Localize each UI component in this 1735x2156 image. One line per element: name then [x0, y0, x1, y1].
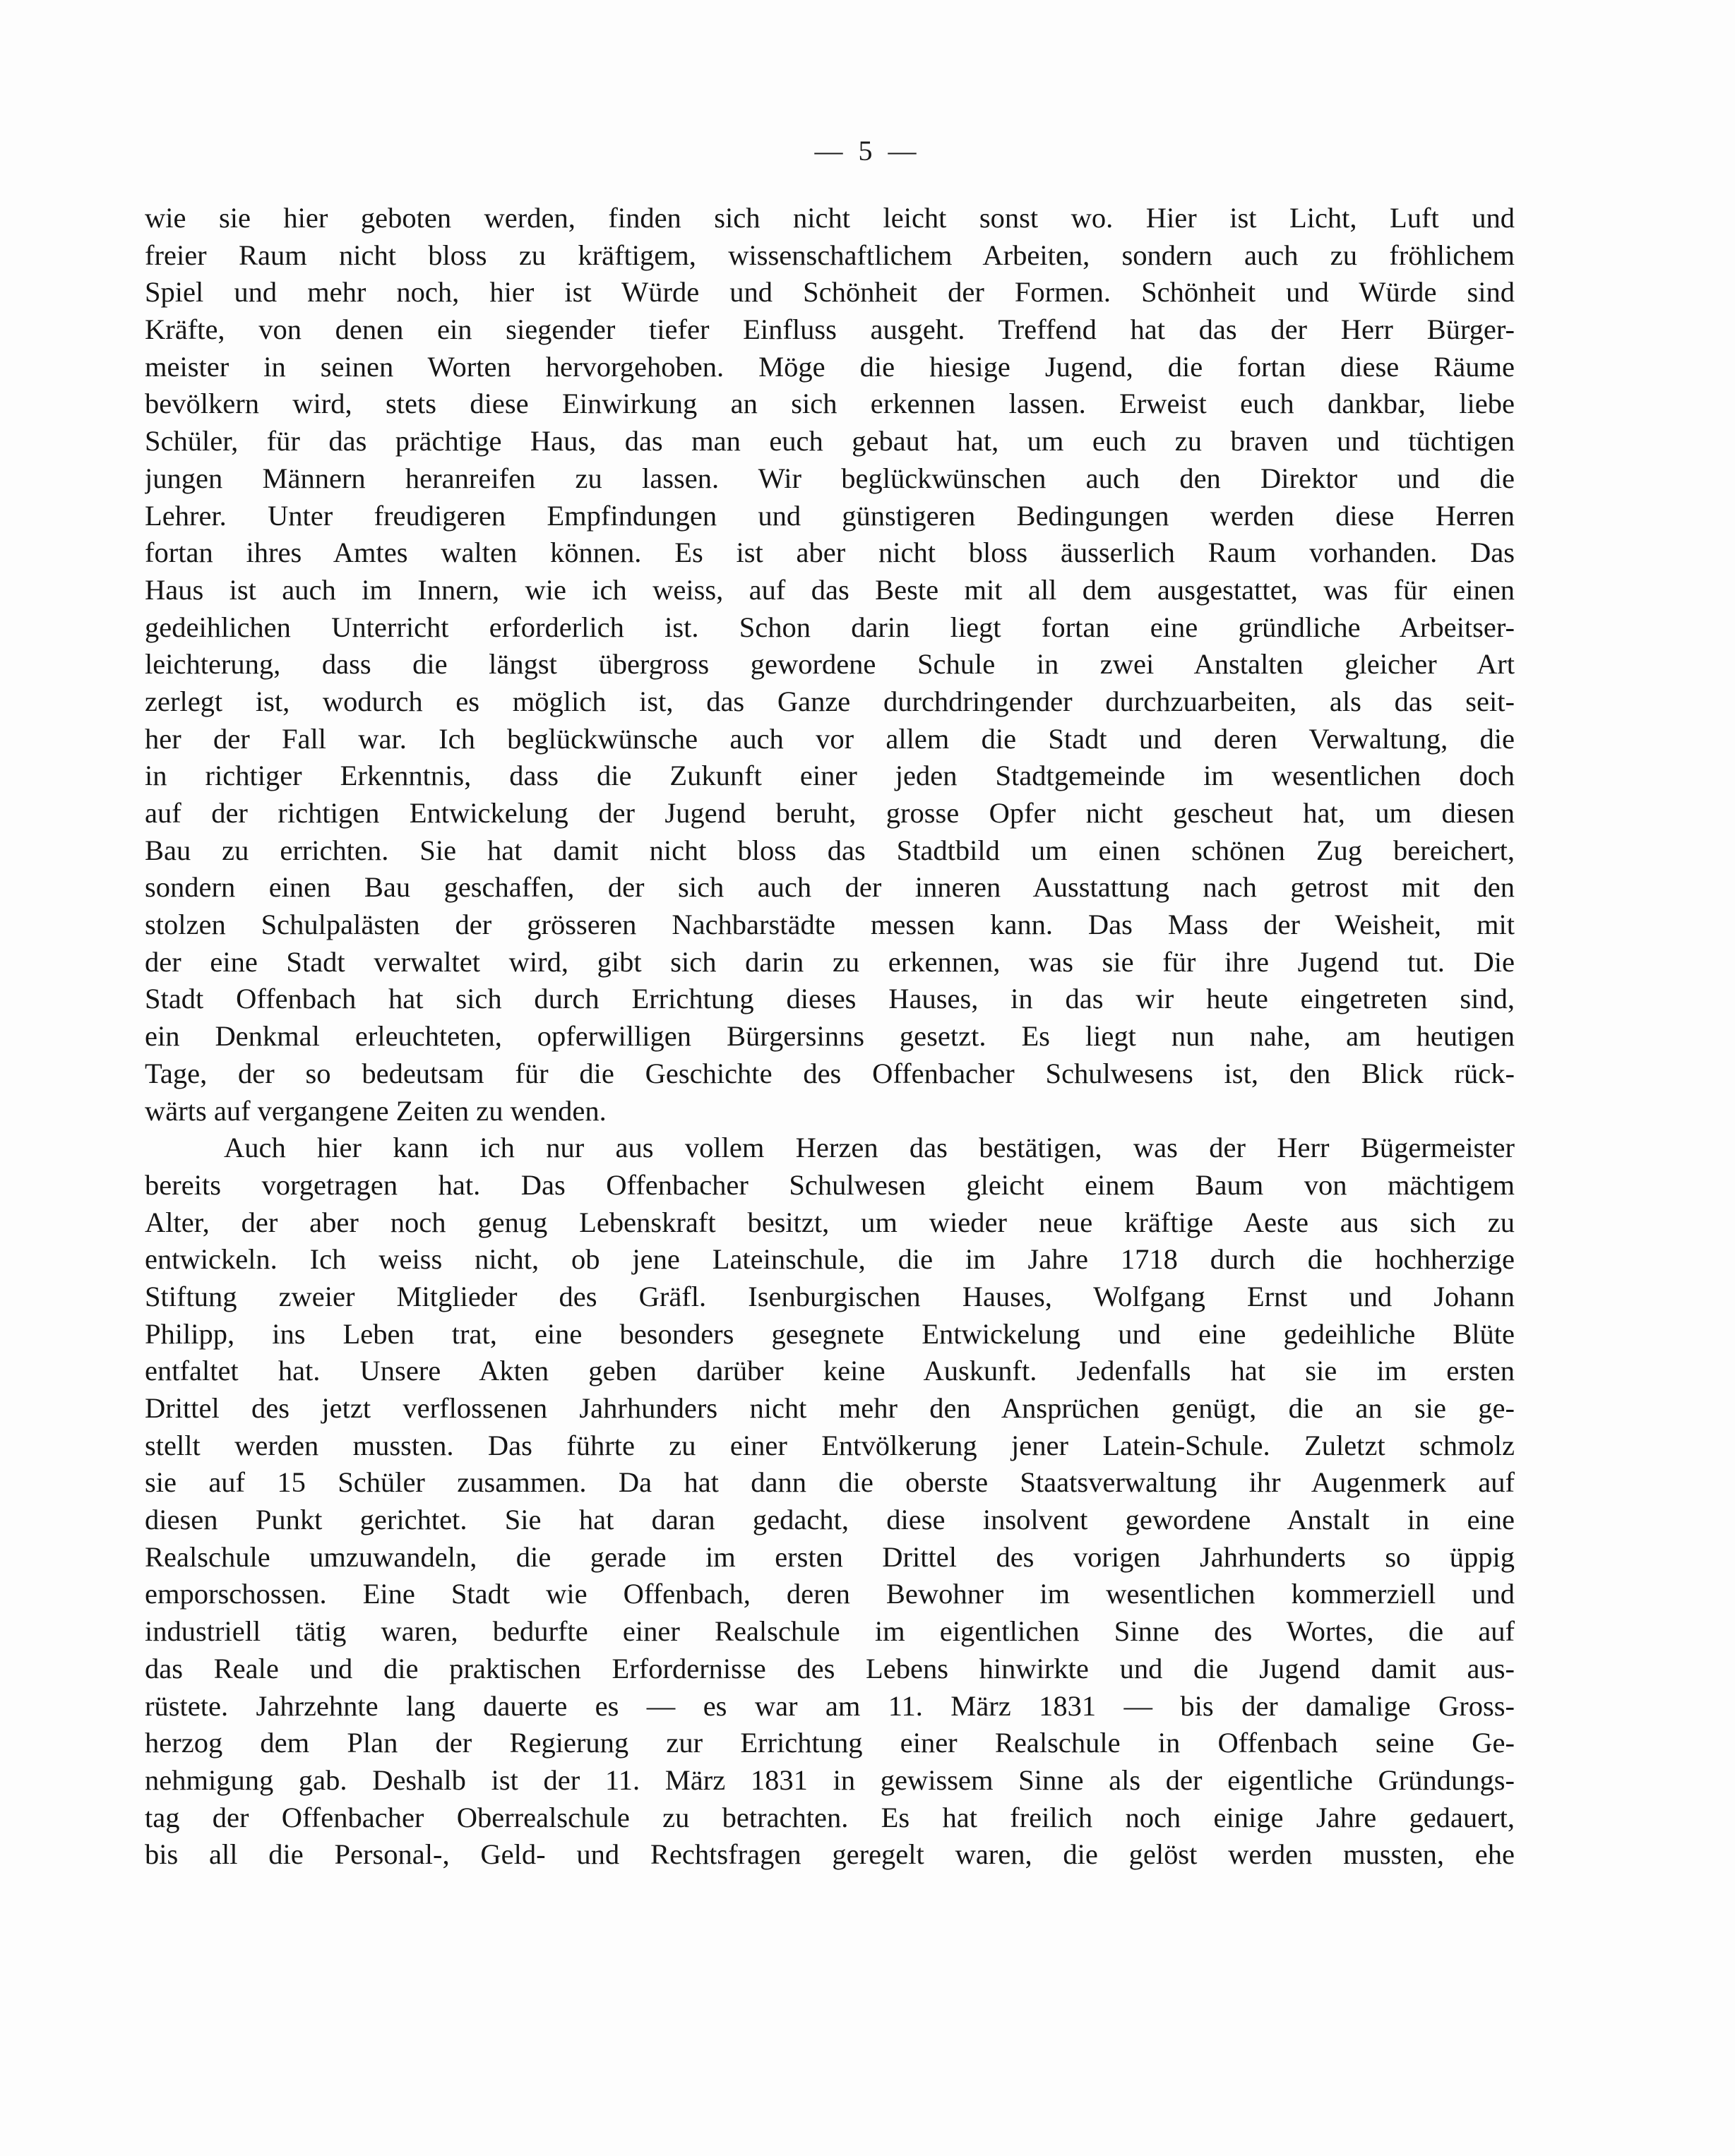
text-line: tag der Offenbacher Oberrealschule zu betrachten. Es hat freilich noch einige Jahre gedauert, — [145, 1801, 1515, 1833]
text-line: Bau zu errichten. Sie hat damit nicht bloss das Stadtbild um einen schönen Zug bereichert, — [145, 834, 1515, 866]
text-line: stellt werden mussten. Das führte zu einer Entvölkerung jener Latein-Schule. Zuletzt schmolz — [145, 1429, 1515, 1461]
text-line: sondern einen Bau geschaffen, der sich auch der inneren Ausstattung nach getrost mit den — [145, 871, 1515, 904]
text-line: gedeihlichen Unterricht erforderlich ist. Schon darin liegt fortan eine gründliche Arbeitser- — [145, 611, 1515, 643]
text-line: diesen Punkt gerichtet. Sie hat daran gedacht, diese insolvent gewordene Anstalt in eine — [145, 1504, 1515, 1536]
text-line: bis all die Personal-, Geld- und Rechtsfragen geregelt waren, die gelöst werden mussten, ehe — [145, 1838, 1515, 1871]
text-line: in richtiger Erkenntnis, dass die Zukunft einer jeden Stadtgemeinde im wesentlichen doch — [145, 760, 1515, 792]
text-line: fortan ihres Amtes walten können. Es ist aber nicht bloss äusserlich Raum vorhanden. Das — [145, 537, 1515, 569]
text-line: freier Raum nicht bloss zu kräftigem, wissenschaftlichem Arbeiten, sondern auch zu fröhlichem — [145, 239, 1515, 271]
text-line: Drittel des jetzt verflossenen Jahrhunders nicht mehr den Ansprüchen genügt, die an sie ge- — [145, 1392, 1515, 1424]
text-line: das Reale und die praktischen Erfordernisse des Lebens hinwirkte und die Jugend damit aus- — [145, 1652, 1515, 1684]
text-line: emporschossen. Eine Stadt wie Offenbach, deren Bewohner im wesentlichen kommerziell und — [145, 1578, 1515, 1610]
text-line: Auch hier kann ich nur aus vollem Herzen das bestätigen, was der Herr Bügermeister — [224, 1132, 1515, 1164]
text-line: nehmigung gab. Deshalb ist der 11. März 1831 in gewissem Sinne als der eigentliche Gründungs- — [145, 1763, 1515, 1796]
text-line: Realschule umzuwandeln, die gerade im ersten Drittel des vorigen Jahrhunderts so üppig — [145, 1540, 1515, 1573]
text-line: Spiel und mehr noch, hier ist Würde und Schönheit der Formen. Schönheit und Würde sind — [145, 276, 1515, 309]
text-line: Kräfte, von denen ein siegender tiefer Einfluss ausgeht. Treffend hat das der Herr Bürger- — [145, 313, 1515, 346]
text-line: zerlegt ist, wodurch es möglich ist, das Ganze durchdringender durchzuarbeiten, als das seit- — [145, 685, 1515, 717]
text-line: auf der richtigen Entwickelung der Jugend beruht, grosse Opfer nicht gescheut hat, um diesen — [145, 797, 1515, 829]
text-line: Stiftung zweier Mitglieder des Gräfl. Isenburgischen Hauses, Wolfgang Ernst und Johann — [145, 1280, 1515, 1312]
body-text — [145, 200, 1515, 1874]
text-line: Tage, der so bedeutsam für die Geschichte des Offenbacher Schulwesens ist, den Blick rück- — [145, 1057, 1515, 1089]
text-line: wie sie hier geboten werden, finden sich nicht leicht sonst wo. Hier ist Licht, Luft und — [145, 202, 1515, 234]
text-line: jungen Männern heranreifen zu lassen. Wir beglückwünschen auch den Direktor und die — [145, 462, 1515, 494]
text-line: meister in seinen Worten hervorgehoben. Möge die hiesige Jugend, die fortan diese Räume — [145, 350, 1515, 383]
text-line: ein Denkmal erleuchteten, opferwilligen Bürgersinns gesetzt. Es liegt nun nahe, am heutigen — [145, 1020, 1515, 1053]
text-line: sie auf 15 Schüler zusammen. Da hat dann die oberste Staatsverwaltung ihr Augenmerk auf — [145, 1466, 1515, 1499]
text-line: stolzen Schulpalästen der grösseren Nachbarstädte messen kann. Das Mass der Weisheit, mit — [145, 909, 1515, 941]
text-line: Alter, der aber noch genug Lebenskraft besitzt, um wieder neue kräftige Aeste aus sich zu — [145, 1206, 1515, 1238]
text-line: der eine Stadt verwaltet wird, gibt sich darin zu erkennen, was sie für ihre Jugend tut. Die — [145, 945, 1515, 978]
text-line: her der Fall war. Ich beglückwünsche auch vor allem die Stadt und deren Verwaltung, die — [145, 722, 1515, 755]
text-line: bereits vorgetragen hat. Das Offenbacher Schulwesen gleicht einem Baum von mächtigem — [145, 1168, 1515, 1201]
text-line: Stadt Offenbach hat sich durch Errichtung dieses Hauses, in das wir heute eingetreten sind, — [145, 983, 1515, 1015]
text-line: wärts auf vergangene Zeiten zu wenden. — [145, 1094, 607, 1127]
text-line: bevölkern wird, stets diese Einwirkung an sich erkennen lassen. Erweist euch dankbar, liebe — [145, 388, 1515, 420]
text-line: Haus ist auch im Innern, wie ich weiss, auf das Beste mit all dem ausgestattet, was für einen — [145, 573, 1515, 606]
text-line: industriell tätig waren, bedurfte einer Realschule im eigentlichen Sinne des Wortes, die auf — [145, 1615, 1515, 1648]
text-line: rüstete. Jahrzehnte lang dauerte es — es war am 11. März 1831 — bis der damalige Gross- — [145, 1689, 1515, 1722]
text-line: Philipp, ins Leben trat, eine besonders gesegnete Entwickelung und eine gedeihliche Blüte — [145, 1317, 1515, 1350]
text-line: leichterung, dass die längst übergross gewordene Schule in zwei Anstalten gleicher Art — [145, 648, 1515, 681]
text-line: entwickeln. Ich weiss nicht, ob jene Lateinschule, die im Jahre 1718 durch die hochherzige — [145, 1243, 1515, 1276]
page-number: — 5 — — [814, 135, 921, 167]
text-line: Lehrer. Unter freudigeren Empfindungen und günstigeren Bedingungen werden diese Herren — [145, 499, 1515, 532]
text-line: entfaltet hat. Unsere Akten geben darüber keine Auskunft. Jedenfalls hat sie im ersten — [145, 1355, 1515, 1387]
text-line: herzog dem Plan der Regierung zur Errichtung einer Realschule in Offenbach seine Ge- — [145, 1727, 1515, 1759]
text-line: Schüler, für das prächtige Haus, das man euch gebaut hat, um euch zu braven und tüchtigen — [145, 425, 1515, 457]
